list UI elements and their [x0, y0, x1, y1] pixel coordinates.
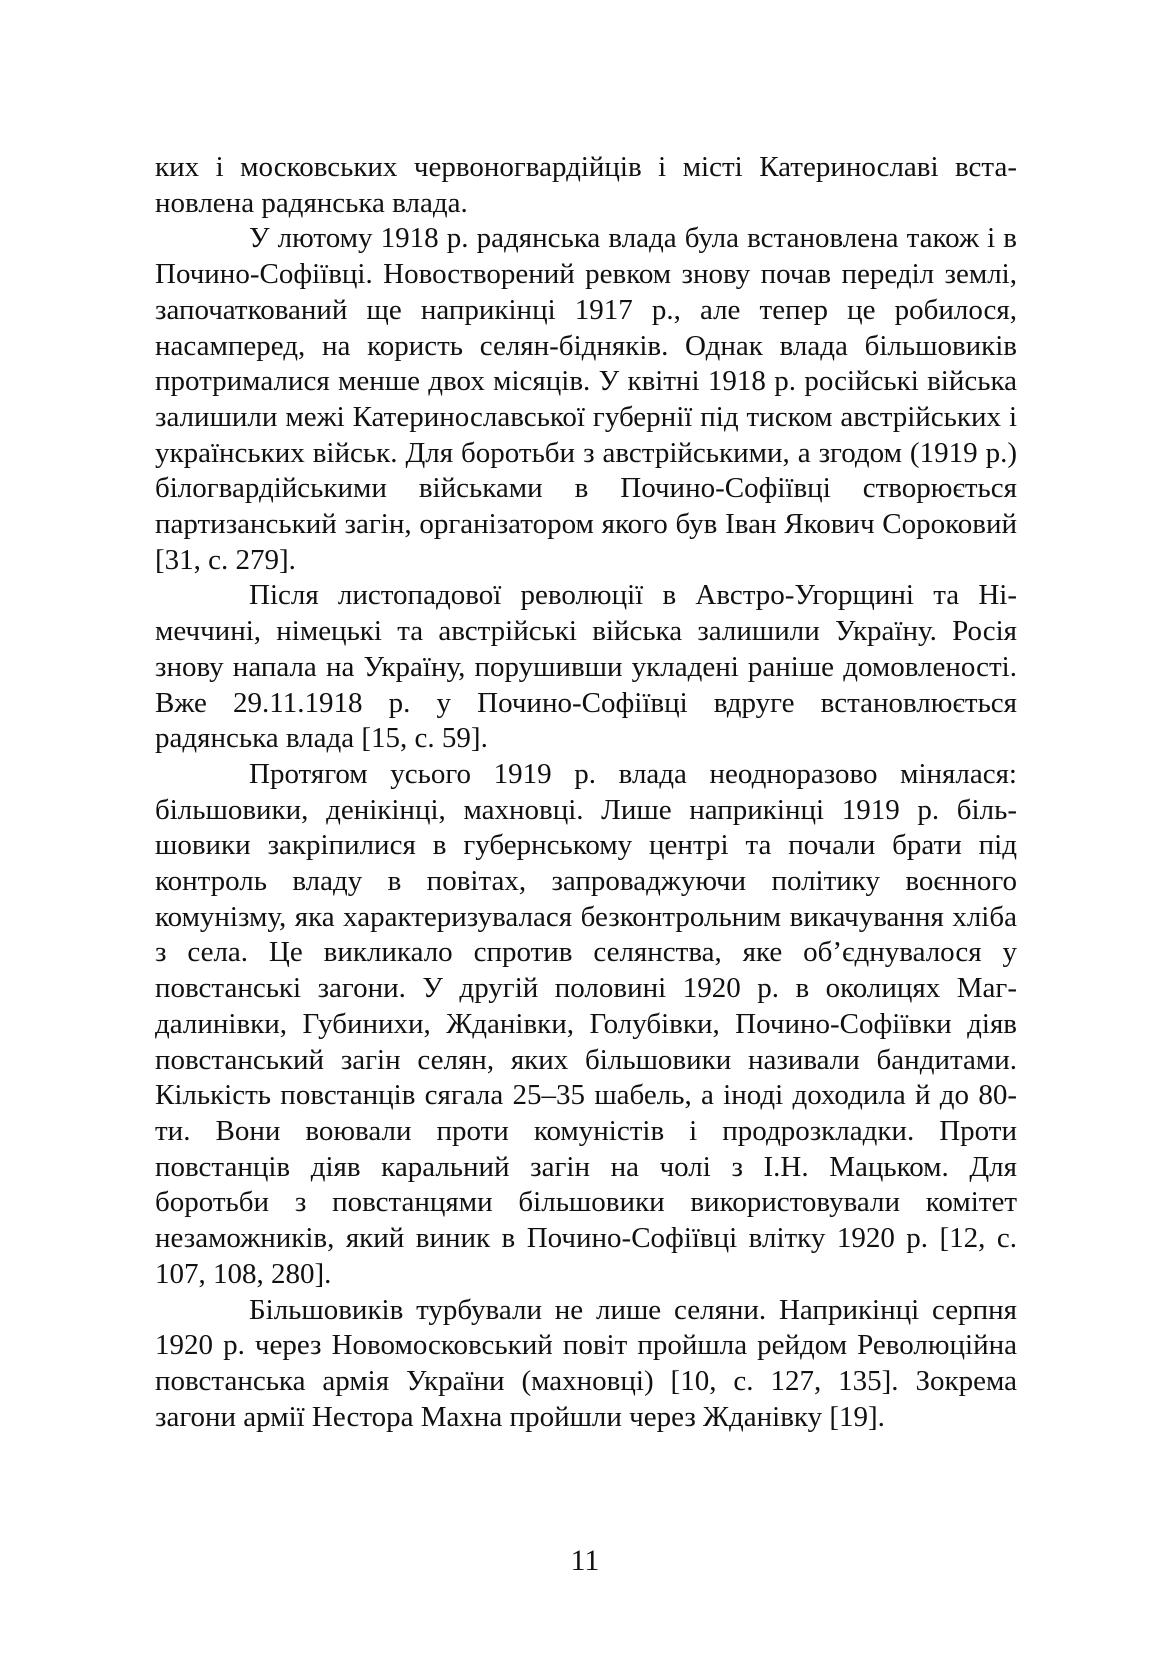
page-number: 11	[570, 1544, 600, 1577]
paragraph-2: У лютому 1918 р. радянська влада була встановлена також і в Почино-Софіївці. Новостворений ревком знову почав переділ землі, започаткований ще наприкінці 1917 р., але тепер це робилося, насамперед, на користь селян-бідняків. Однак влада більшовиків протрималися менше двох місяців. У квітні 1918 р. російські війська залишили межі Катеринославської губернії під тиском австрійських і українських військ. Для боротьби з австрійськими, а згодом (1919 р.) білогвардійськими військами в Почино-Софіївці створюється партизанський загін, організатором якого був Іван Якович Сороковий [31, с. 279].	[155, 222, 1017, 576]
paragraph-1: ких і московських червоногвардійців і місті Катеринославі встановлена радянська влада.	[155, 151, 1017, 219]
paragraph-5: Більшовиків турбували не лише селяни. Наприкінці серпня 1920 р. через Новомосковський повіт пройшла рейдом Революційна повстанська армія України (махновці) [10, с. 127, 135]. Зокрема загони армії Нестора Махна пройшли через Жданівку [19].	[155, 1293, 1017, 1433]
page-body	[155, 150, 1017, 1435]
paragraph-3: Після листопадової революції в Австро-Угорщині та Німеччині, німецькі та австрійські війська залишили Україну. Росія знову напала на Україну, порушивши укладені раніше домовленості. Вже 29.11.1918 р. у Почино-Софіївці вдруге встановлюється радянська влада [15, с. 59].	[155, 579, 1017, 755]
paragraph-4: Протягом усього 1919 р. влада неодноразово мінялася: більшовики, денікінці, махновці. Лише наприкінці 1919 р. більшовики закріпилися в губернському центрі та почали брати під контроль владу в повітах, запроваджуючи політику воєнного комунізму, яка характеризувалася безконтрольним викачування хліба з села. Це викликало спротив селянства, яке об’єднувалося у повстанські загони. У другій половині 1920 р. в околицях Магдалинівки, Губинихи, Жданівки, Голубівки, Почино-Софіївки діяв повстанський загін селян, яких більшовики називали бандитами. Кількість повстанців сягала 25–35 шабель, а іноді доходила й до 80-ти. Вони воювали проти комуністів і продрозкладки. Проти повстанців діяв каральний загін на чолі з І.Н. Мацьком. Для боротьби з повстанцями більшовики використовували комітет незаможників, який виник в Почино-Софіївці влітку 1920 р. [12, с. 107, 108, 280].	[155, 757, 1017, 1290]
